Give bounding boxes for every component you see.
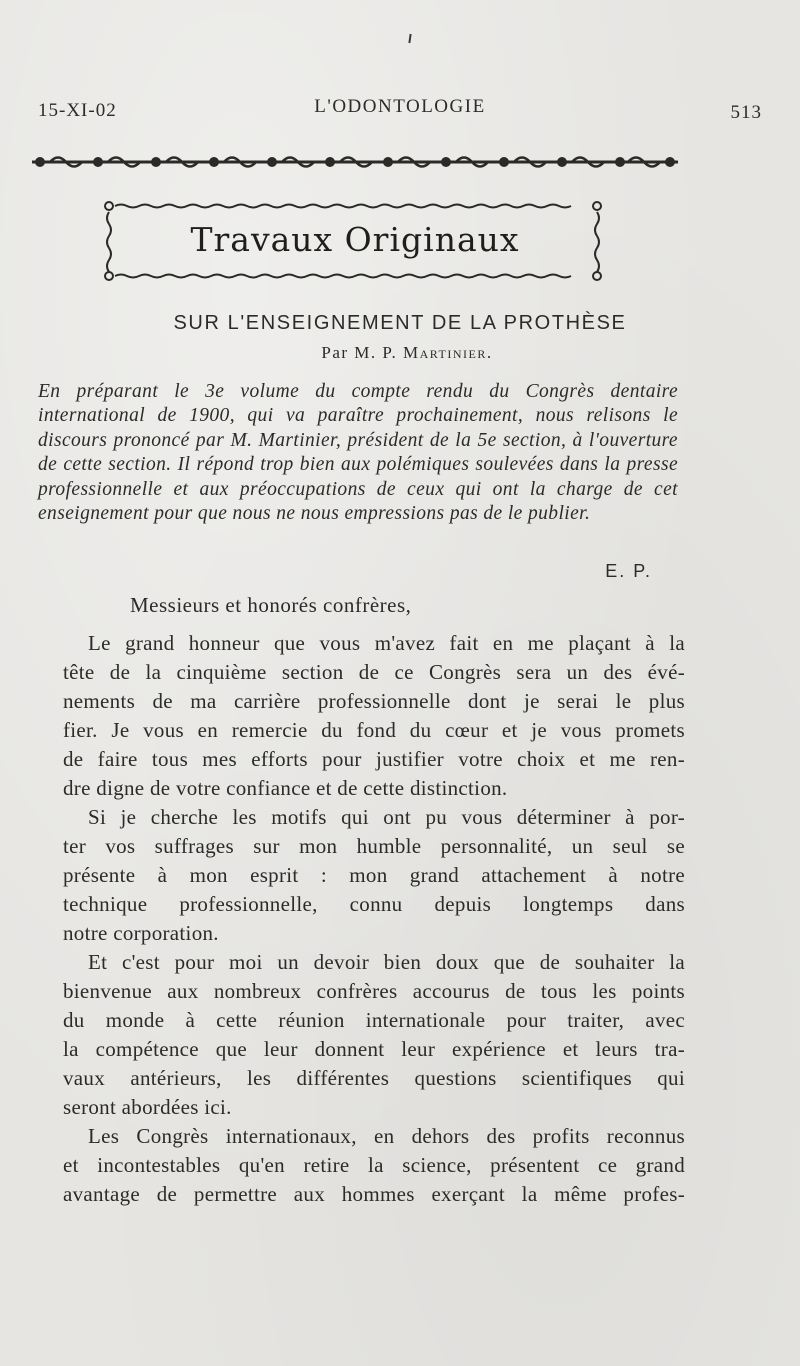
paragraph [38,803,685,948]
paragraph [38,948,685,1122]
text-line: tête de la cinquième section de ce Congrès sera un des évé- [63,660,685,684]
text-line: la compétence que leur donnent leur expérience et leurs tra- [63,1037,685,1061]
editor-signature: E. P. [605,561,652,581]
editorial-intro: En préparant le 3e volume du compte rendu du Congrès dentaire international de 1900, qui va paraître prochainement, nous relisons le discours prononcé par M. Martinier, président de la 5e section, à l'ouverture de cette section. Il répond trop bien aux polémiques soulevées dans la presse professionnelle et aux préoccupations de ceux qui ont la charge de cet enseignement pour que nous ne nous empressions pas de le publier. [38,381,678,525]
speech-body [38,629,685,1209]
byline [0,343,800,363]
section-title: Travaux Originaux [190,220,520,259]
text-line: Le grand honneur que vous m'avez fait en me plaçant à la [88,631,685,655]
salutation: Messieurs et honorés confrères, [130,593,412,617]
text-line: présente à mon esprit : mon grand attachement à notre [63,863,685,887]
header-journal-title: L'ODONTOLOGIE [314,96,486,117]
running-header [38,96,762,130]
byline-prefix: Par M. P. [321,343,403,362]
text-line: du monde à cette réunion internationale pour traiter, avec [63,1008,685,1032]
paragraph [38,1122,685,1209]
text-line: Et c'est pour moi un devoir bien doux que de souhaiter la [88,950,685,974]
text-line: nements de ma carrière professionnelle dont je serai le plus [63,689,685,713]
article-title: SUR L'ENSEIGNEMENT DE LA PROTHÈSE [173,312,627,334]
text-line: Si je cherche les motifs qui ont pu vous déterminer à por- [88,805,685,829]
text-line: de faire tous mes efforts pour justifier votre choix et me ren- [63,747,685,771]
text-line: technique professionnelle, connu depuis longtemps dans [63,892,685,916]
paragraph [38,629,685,803]
text-line: notre corporation. [63,921,219,945]
text-line: bienvenue aux nombreux confrères accourus de tous les points [63,979,685,1003]
text-line: avantage de permettre aux hommes exerçant la même profes- [63,1182,685,1206]
text-line: vaux antérieurs, les différentes questions scientifiques qui [63,1066,685,1090]
text-line: seront abordées ici. [63,1095,232,1119]
ink-speck [408,34,411,43]
text-line: ter vos suffrages sur mon humble personnalité, un seul se [63,834,685,858]
header-date: 15-XI-02 [38,100,117,121]
text-line: dre digne de votre confiance et de cette distinction. [63,776,508,800]
ornamental-rule-icon [30,150,680,174]
byline-author: Martinier. [402,343,493,362]
text-line: et incontestables qu'en retire la science, présentent ce grand [63,1153,685,1177]
text-line: fier. Je vous en remercie du fond du cœur et je vous promets [63,718,685,742]
header-page-number: 513 [730,102,762,123]
text-line: Les Congrès internationaux, en dehors des profits reconnus [88,1124,685,1148]
